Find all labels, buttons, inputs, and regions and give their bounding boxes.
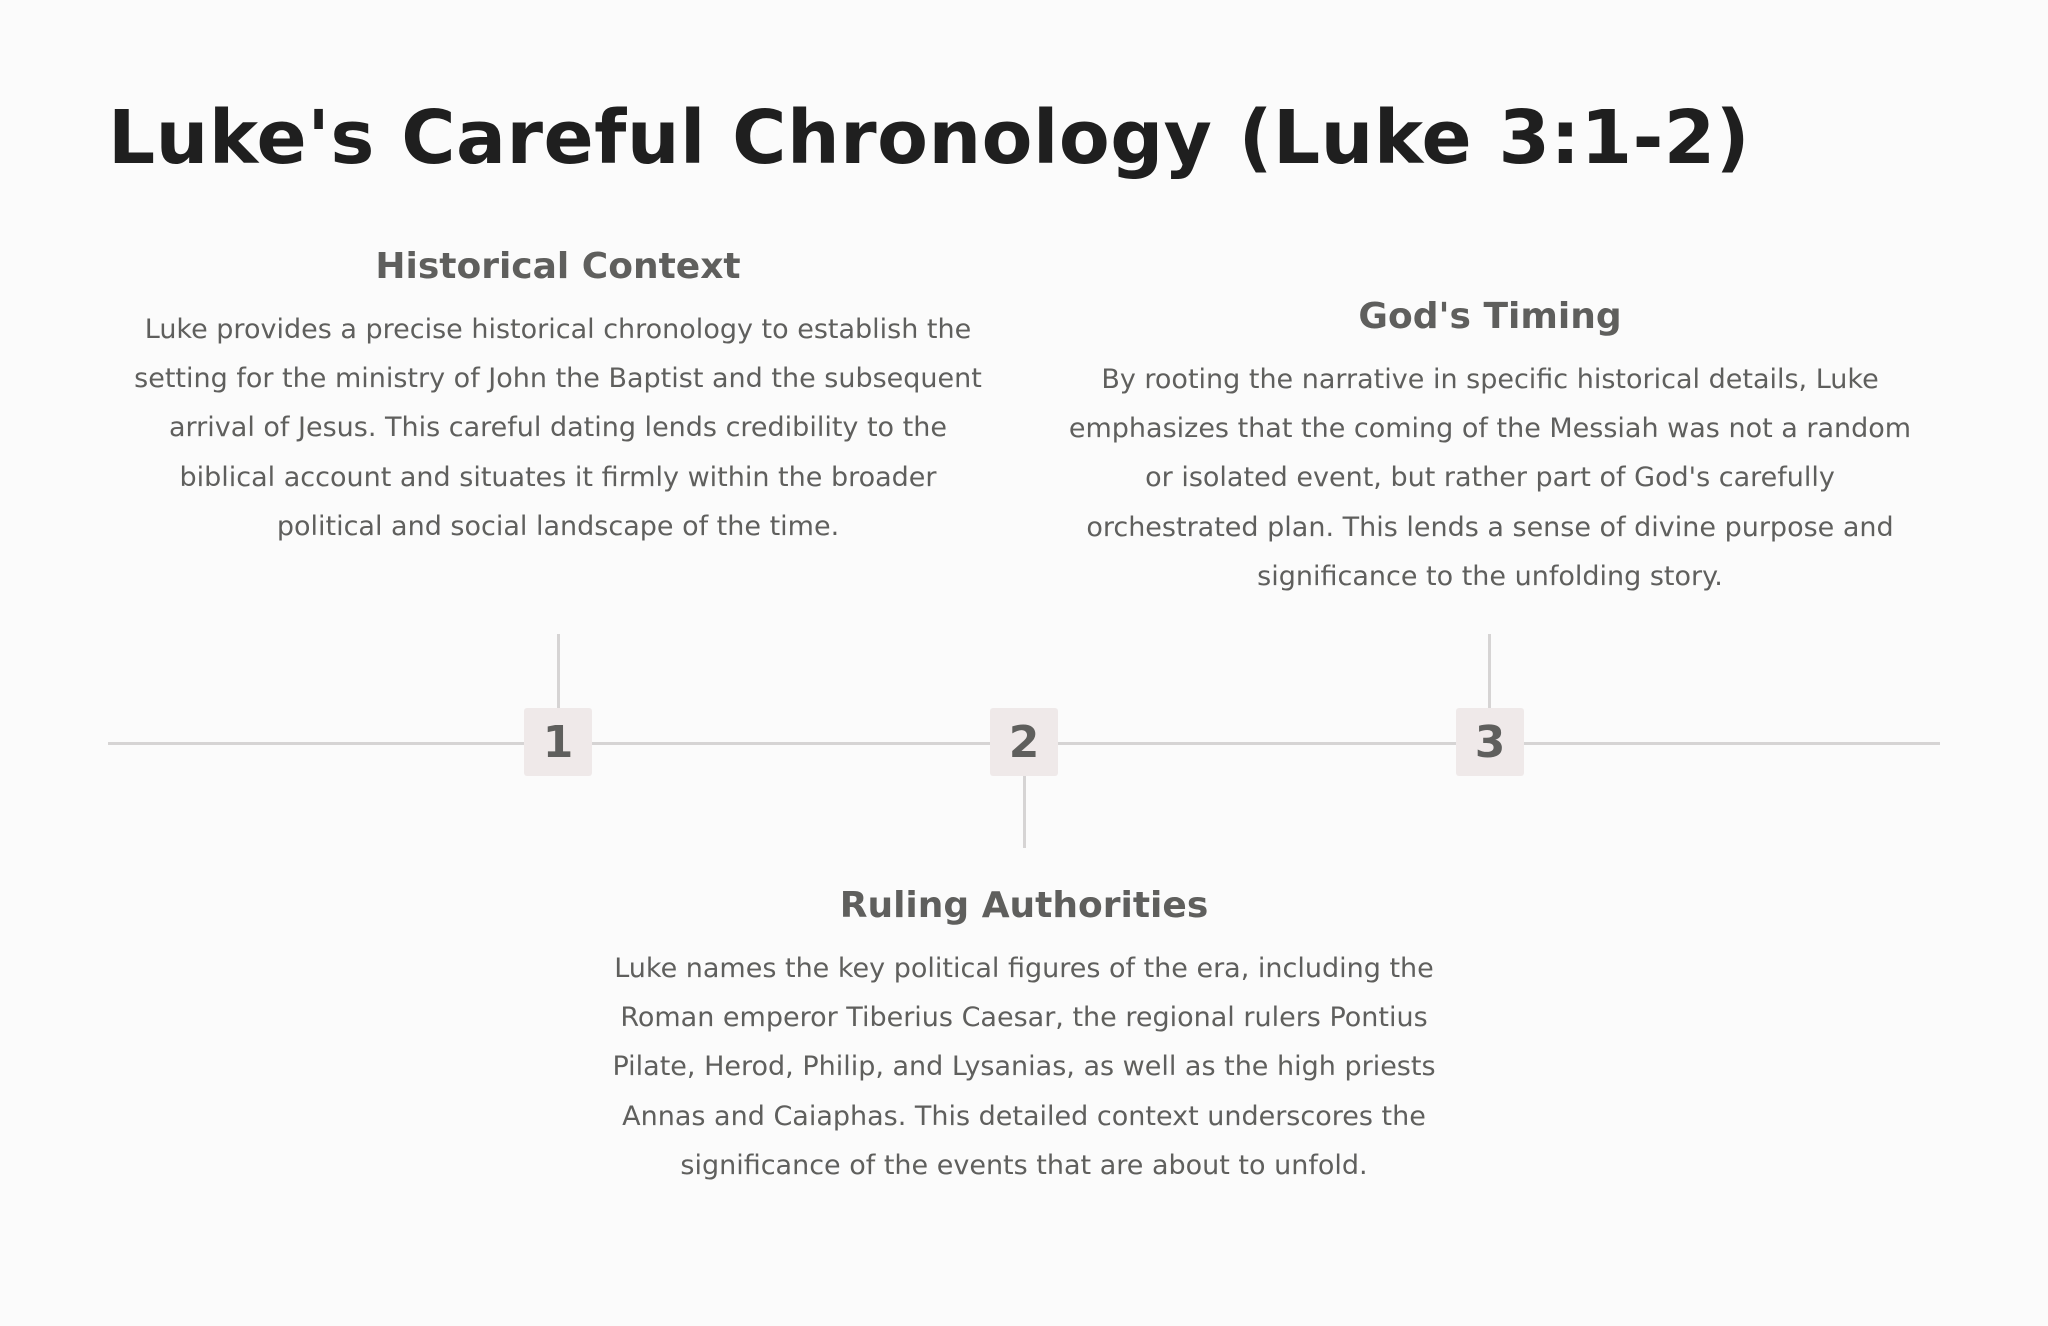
step-2-text: Luke names the key political figures of the era, including the Roman emperor Tiberius Caesar, the regional rulers Pontius Pilate, Herod, Philip, and Lysanias, as well as the high priests Annas and Caiaphas. This detailed context underscores the significance of the events that are about to unfold.: [612, 953, 1436, 1181]
step-1-connector: [557, 634, 560, 708]
step-2-connector: [1023, 776, 1026, 848]
step-3-marker: 3: [1456, 708, 1524, 776]
step-2-block: [598, 882, 1450, 1190]
step-3-connector: [1488, 634, 1491, 708]
step-3-block: [1060, 293, 1920, 601]
step-1-text: Luke provides a precise historical chronology to establish the setting for the ministry of John the Baptist and the subsequent arrival of Jesus. This careful dating lends credibility to the biblical account and situates it firmly within the broader political and social landscape of the time.: [134, 314, 982, 542]
step-2-heading: Ruling Authorities: [839, 885, 1209, 926]
step-1-heading: Historical Context: [375, 246, 741, 287]
step-1-marker: 1: [524, 708, 592, 776]
step-3-text: By rooting the narrative in specific historical details, Luke emphasizes that the coming of the Messiah was not a random or isolated event, but rather part of God's carefully orchestrated plan. This lends a sense of divine purpose and significance to the unfolding story.: [1068, 364, 1912, 592]
step-3-heading: God's Timing: [1358, 296, 1622, 337]
step-1-block: [130, 243, 986, 551]
step-2-marker: 2: [990, 708, 1058, 776]
page-title: Luke's Careful Chronology (Luke 3:1-2): [108, 95, 1751, 181]
